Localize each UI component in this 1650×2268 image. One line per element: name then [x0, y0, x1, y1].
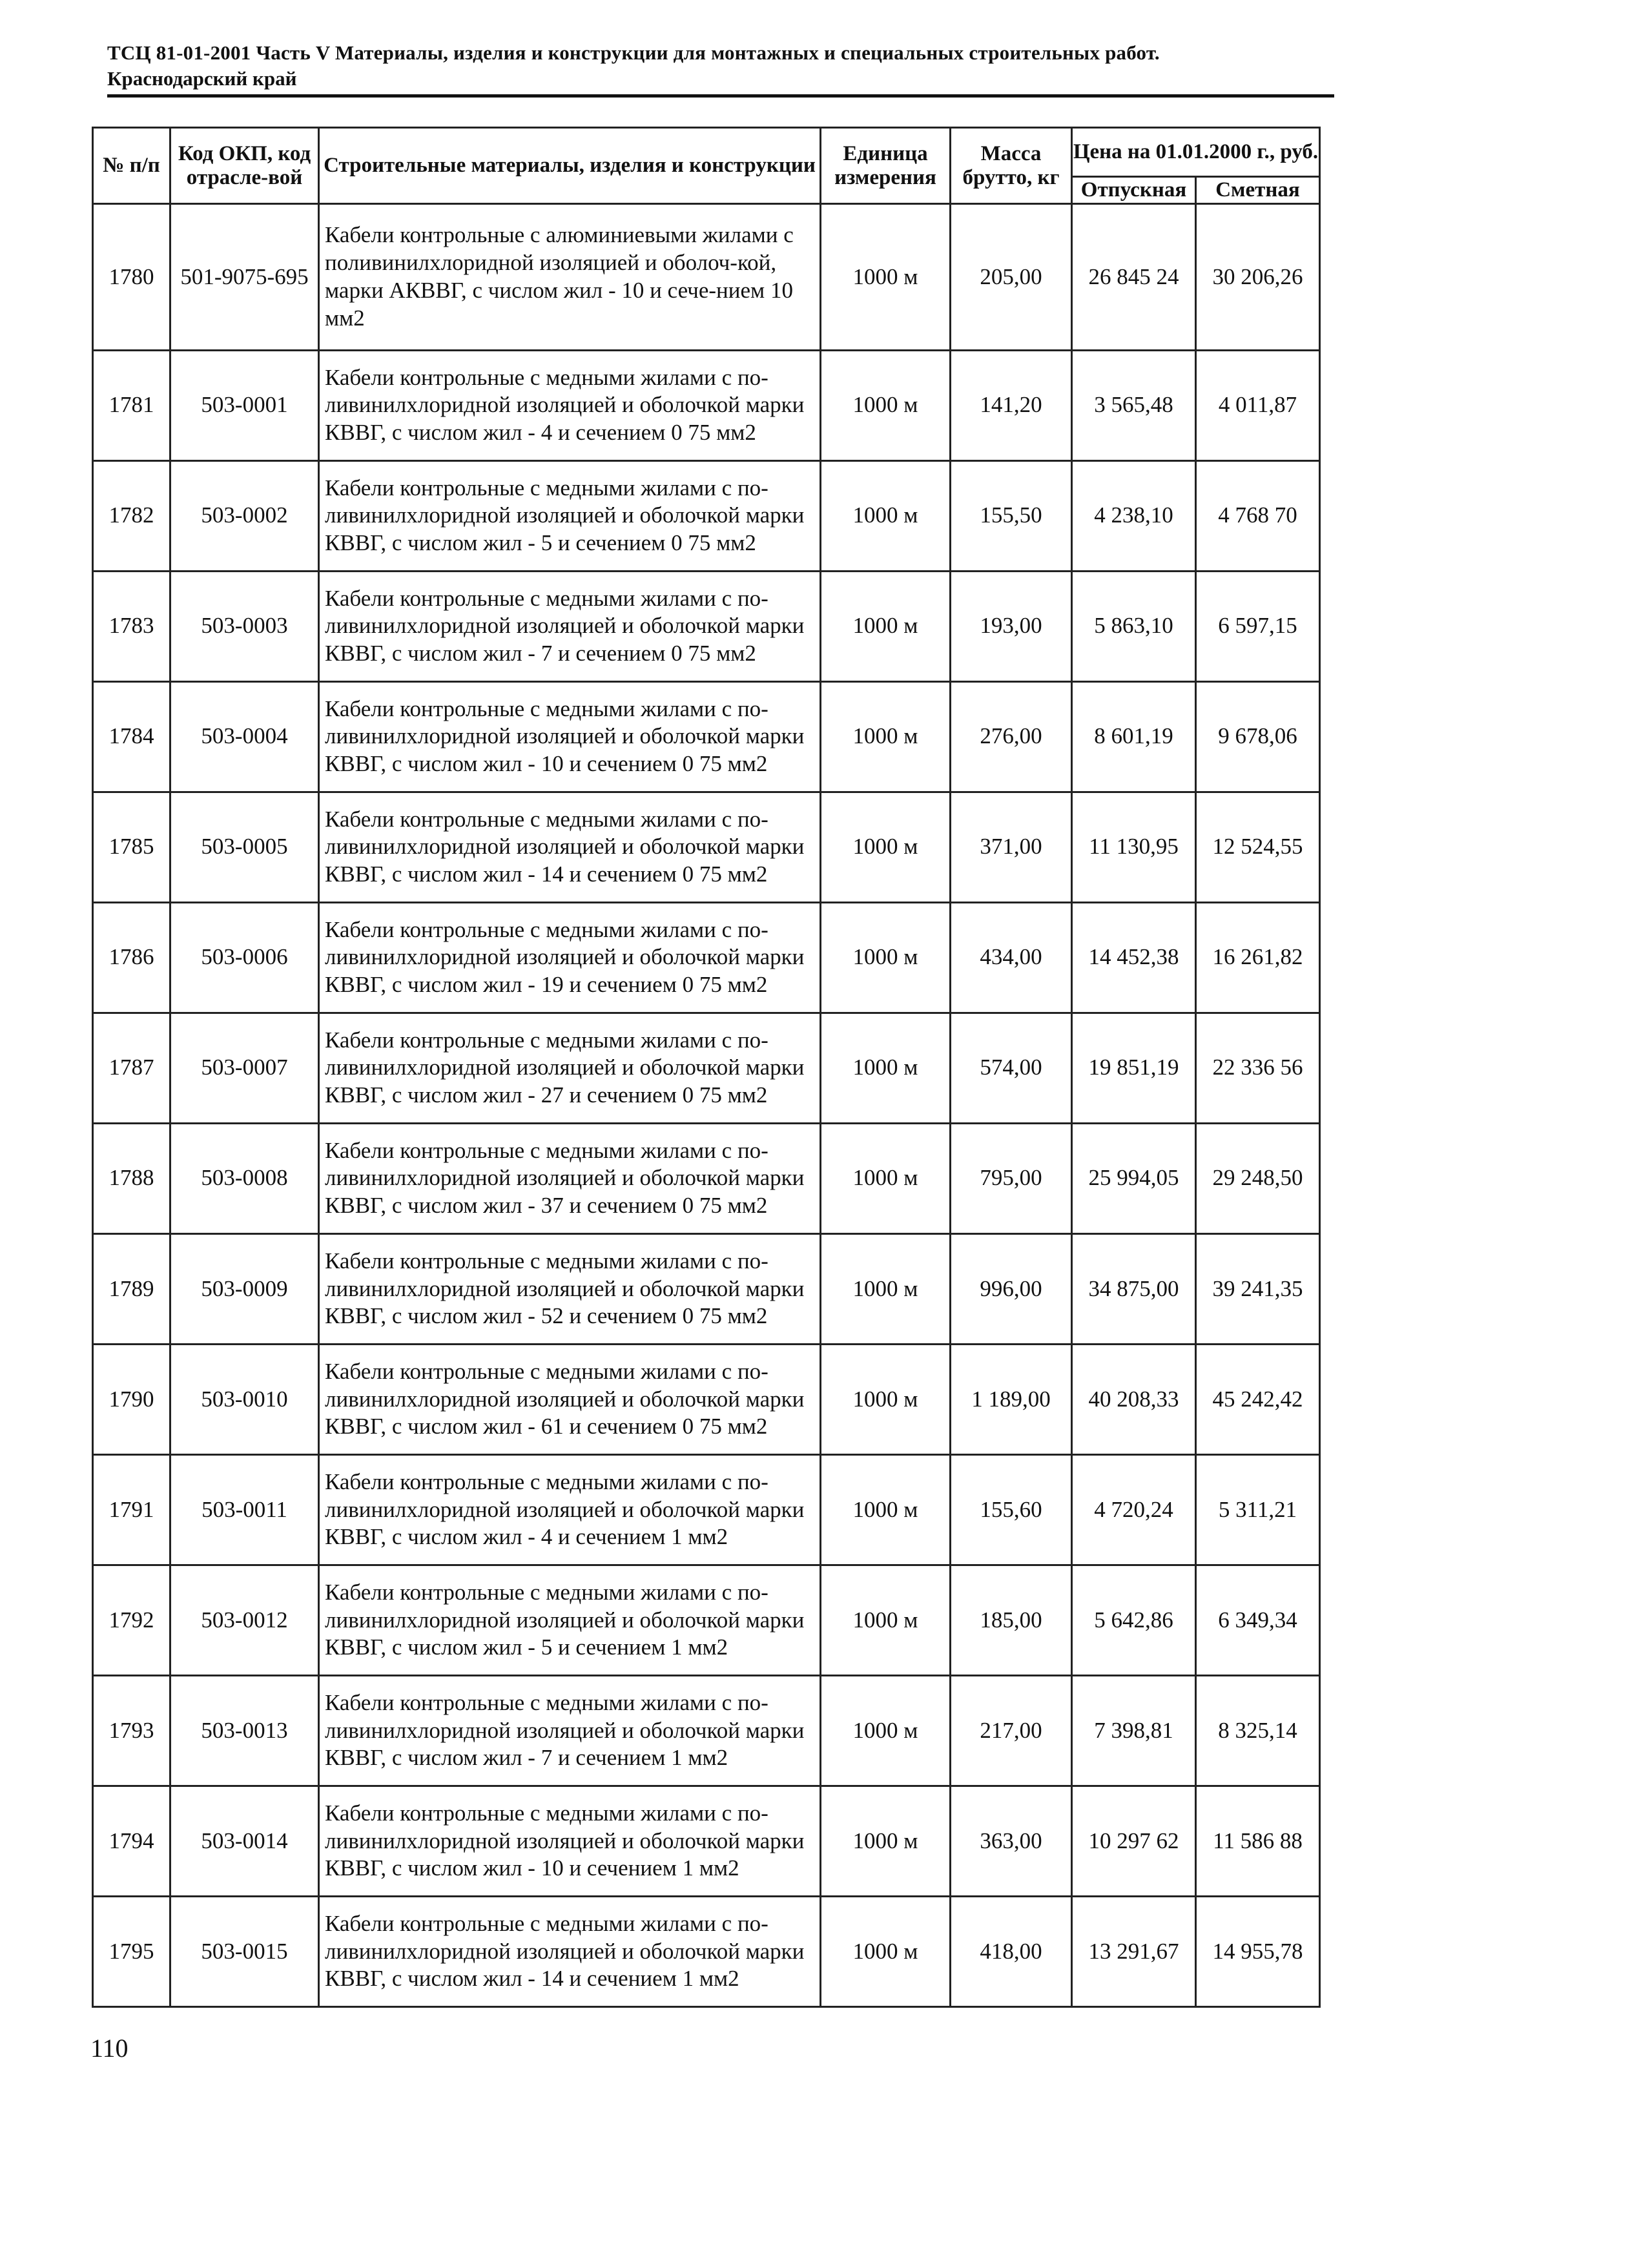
release-price-cell: 26 845 24 — [1072, 204, 1196, 351]
table-row — [93, 902, 1320, 1013]
okp-code-cell: 503-0004 — [170, 681, 319, 792]
mass-cell: 418,00 — [951, 1896, 1072, 2006]
estimate-price-cell: 5 311,21 — [1196, 1454, 1320, 1565]
unit-cell: 1000 м — [821, 1896, 951, 2006]
table-row — [93, 1344, 1320, 1454]
estimate-price-cell: 6 349,34 — [1196, 1565, 1320, 1675]
release-price-cell: 8 601,19 — [1072, 681, 1196, 792]
table-row — [93, 1123, 1320, 1233]
material-name-cell: Кабели контрольные с алюминиевыми жилами с поливинилхлоридной изоляцией и оболоч-кой, марки АКВВГ, с числом жил - 10 и сече-нием 10 мм2 — [319, 204, 821, 351]
unit-cell: 1000 м — [821, 1675, 951, 1786]
okp-code-cell: 503-0011 — [170, 1454, 319, 1565]
release-price-cell: 4 720,24 — [1072, 1454, 1196, 1565]
okp-code-cell: 503-0003 — [170, 571, 319, 681]
okp-code-cell: 503-0014 — [170, 1786, 319, 1896]
row-number-cell: 1793 — [93, 1675, 170, 1786]
unit-cell: 1000 м — [821, 902, 951, 1013]
row-number-cell: 1785 — [93, 792, 170, 902]
row-number-cell: 1783 — [93, 571, 170, 681]
okp-code-cell: 503-0015 — [170, 1896, 319, 2006]
col-header-price-release: Отпускная — [1072, 177, 1196, 204]
estimate-price-cell: 16 261,82 — [1196, 902, 1320, 1013]
mass-cell: 371,00 — [951, 792, 1072, 902]
material-name-cell: Кабели контрольные с медными жилами с по-ливинилхлоридной изоляцией и оболочкой марки КВВГ, с числом жил - 52 и сечением 0 75 мм2 — [319, 1233, 821, 1344]
material-name-cell: Кабели контрольные с медными жилами с по-ливинилхлоридной изоляцией и оболочкой марки КВВГ, с числом жил - 14 и сечением 0 75 мм2 — [319, 792, 821, 902]
col-header-name: Строительные материалы, изделия и конструкции — [319, 128, 821, 204]
region-title: Краснодарский край — [107, 67, 297, 90]
release-price-cell: 25 994,05 — [1072, 1123, 1196, 1233]
table-row — [93, 1233, 1320, 1344]
col-header-mass: Масса брутто, кг — [951, 128, 1072, 204]
estimate-price-cell: 30 206,26 — [1196, 204, 1320, 351]
estimate-price-cell: 9 678,06 — [1196, 681, 1320, 792]
table-row — [93, 1454, 1320, 1565]
estimate-price-cell: 4 011,87 — [1196, 350, 1320, 460]
release-price-cell: 7 398,81 — [1072, 1675, 1196, 1786]
page-number: 110 — [90, 2034, 129, 2063]
col-header-price: Цена на 01.01.2000 г., руб. — [1072, 128, 1320, 177]
okp-code-cell: 503-0006 — [170, 902, 319, 1013]
row-number-cell: 1786 — [93, 902, 170, 1013]
row-number-cell: 1788 — [93, 1123, 170, 1233]
unit-cell: 1000 м — [821, 792, 951, 902]
release-price-cell: 14 452,38 — [1072, 902, 1196, 1013]
mass-cell: 205,00 — [951, 204, 1072, 351]
okp-code-cell: 503-0001 — [170, 350, 319, 460]
estimate-price-cell: 45 242,42 — [1196, 1344, 1320, 1454]
release-price-cell: 19 851,19 — [1072, 1013, 1196, 1123]
header-divider — [107, 94, 1334, 98]
mass-cell: 574,00 — [951, 1013, 1072, 1123]
okp-code-cell: 501-9075-695 — [170, 204, 319, 351]
materials-price-table — [92, 127, 1321, 2008]
col-header-code: Код ОКП, код отрасле-вой — [170, 128, 319, 204]
material-name-cell: Кабели контрольные с медными жилами с по-ливинилхлоридной изоляцией и оболочкой марки КВВГ, с числом жил - 19 и сечением 0 75 мм2 — [319, 902, 821, 1013]
unit-cell: 1000 м — [821, 1565, 951, 1675]
release-price-cell: 10 297 62 — [1072, 1786, 1196, 1896]
estimate-price-cell: 6 597,15 — [1196, 571, 1320, 681]
material-name-cell: Кабели контрольные с медными жилами с по-ливинилхлоридной изоляцией и оболочкой марки КВВГ, с числом жил - 5 и сечением 1 мм2 — [319, 1565, 821, 1675]
row-number-cell: 1784 — [93, 681, 170, 792]
unit-cell: 1000 м — [821, 1786, 951, 1896]
okp-code-cell: 503-0013 — [170, 1675, 319, 1786]
table-row — [93, 460, 1320, 571]
row-number-cell: 1781 — [93, 350, 170, 460]
row-number-cell: 1787 — [93, 1013, 170, 1123]
release-price-cell: 34 875,00 — [1072, 1233, 1196, 1344]
okp-code-cell: 503-0002 — [170, 460, 319, 571]
page-header — [107, 41, 1334, 90]
release-price-cell: 3 565,48 — [1072, 350, 1196, 460]
okp-code-cell: 503-0005 — [170, 792, 319, 902]
table-row — [93, 1786, 1320, 1896]
estimate-price-cell: 4 768 70 — [1196, 460, 1320, 571]
row-number-cell: 1791 — [93, 1454, 170, 1565]
table-body — [93, 204, 1320, 2007]
col-header-price-estimate: Сметная — [1196, 177, 1320, 204]
material-name-cell: Кабели контрольные с медными жилами с по-ливинилхлоридной изоляцией и оболочкой марки КВВГ, с числом жил - 27 и сечением 0 75 мм2 — [319, 1013, 821, 1123]
material-name-cell: Кабели контрольные с медными жилами с по-ливинилхлоридной изоляцией и оболочкой марки КВВГ, с числом жил - 5 и сечением 0 75 мм2 — [319, 460, 821, 571]
material-name-cell: Кабели контрольные с медными жилами с по-ливинилхлоридной изоляцией и оболочкой марки КВВГ, с числом жил - 10 и сечением 1 мм2 — [319, 1786, 821, 1896]
mass-cell: 363,00 — [951, 1786, 1072, 1896]
release-price-cell: 4 238,10 — [1072, 460, 1196, 571]
col-header-unit: Единица измерения — [821, 128, 951, 204]
material-name-cell: Кабели контрольные с медными жилами с по-ливинилхлоридной изоляцией и оболочкой марки КВВГ, с числом жил - 10 и сечением 0 75 мм2 — [319, 681, 821, 792]
unit-cell: 1000 м — [821, 1454, 951, 1565]
unit-cell: 1000 м — [821, 1344, 951, 1454]
mass-cell: 276,00 — [951, 681, 1072, 792]
col-header-num: № п/п — [93, 128, 170, 204]
mass-cell: 141,20 — [951, 350, 1072, 460]
okp-code-cell: 503-0007 — [170, 1013, 319, 1123]
unit-cell: 1000 м — [821, 1233, 951, 1344]
unit-cell: 1000 м — [821, 460, 951, 571]
unit-cell: 1000 м — [821, 1013, 951, 1123]
okp-code-cell: 503-0009 — [170, 1233, 319, 1344]
estimate-price-cell: 8 325,14 — [1196, 1675, 1320, 1786]
release-price-cell: 5 642,86 — [1072, 1565, 1196, 1675]
mass-cell: 155,60 — [951, 1454, 1072, 1565]
mass-cell: 217,00 — [951, 1675, 1072, 1786]
row-number-cell: 1782 — [93, 460, 170, 571]
unit-cell: 1000 м — [821, 681, 951, 792]
table-row — [93, 1565, 1320, 1675]
estimate-price-cell: 39 241,35 — [1196, 1233, 1320, 1344]
material-name-cell: Кабели контрольные с медными жилами с по-ливинилхлоридной изоляцией и оболочкой марки КВВГ, с числом жил - 61 и сечением 0 75 мм2 — [319, 1344, 821, 1454]
release-price-cell: 5 863,10 — [1072, 571, 1196, 681]
mass-cell: 1 189,00 — [951, 1344, 1072, 1454]
mass-cell: 434,00 — [951, 902, 1072, 1013]
estimate-price-cell: 11 586 88 — [1196, 1786, 1320, 1896]
table-row — [93, 792, 1320, 902]
estimate-price-cell: 14 955,78 — [1196, 1896, 1320, 2006]
row-number-cell: 1792 — [93, 1565, 170, 1675]
material-name-cell: Кабели контрольные с медными жилами с по-ливинилхлоридной изоляцией и оболочкой марки КВВГ, с числом жил - 14 и сечением 1 мм2 — [319, 1896, 821, 2006]
table-row — [93, 571, 1320, 681]
material-name-cell: Кабели контрольные с медными жилами с по-ливинилхлоридной изоляцией и оболочкой марки КВВГ, с числом жил - 7 и сечением 1 мм2 — [319, 1675, 821, 1786]
unit-cell: 1000 м — [821, 571, 951, 681]
row-number-cell: 1790 — [93, 1344, 170, 1454]
okp-code-cell: 503-0010 — [170, 1344, 319, 1454]
material-name-cell: Кабели контрольные с медными жилами с по-ливинилхлоридной изоляцией и оболочкой марки КВВГ, с числом жил - 4 и сечением 1 мм2 — [319, 1454, 821, 1565]
okp-code-cell: 503-0008 — [170, 1123, 319, 1233]
estimate-price-cell: 12 524,55 — [1196, 792, 1320, 902]
release-price-cell: 13 291,67 — [1072, 1896, 1196, 2006]
mass-cell: 155,50 — [951, 460, 1072, 571]
unit-cell: 1000 м — [821, 350, 951, 460]
estimate-price-cell: 29 248,50 — [1196, 1123, 1320, 1233]
release-price-cell: 11 130,95 — [1072, 792, 1196, 902]
estimate-price-cell: 22 336 56 — [1196, 1013, 1320, 1123]
table-row — [93, 204, 1320, 351]
table-row — [93, 1013, 1320, 1123]
mass-cell: 185,00 — [951, 1565, 1072, 1675]
mass-cell: 996,00 — [951, 1233, 1072, 1344]
row-number-cell: 1795 — [93, 1896, 170, 2006]
mass-cell: 193,00 — [951, 571, 1072, 681]
unit-cell: 1000 м — [821, 1123, 951, 1233]
material-name-cell: Кабели контрольные с медными жилами с по-ливинилхлоридной изоляцией и оболочкой марки КВВГ, с числом жил - 37 и сечением 0 75 мм2 — [319, 1123, 821, 1233]
document-title: ТСЦ 81-01-2001 Часть V Материалы, изделия и конструкции для монтажных и специальных строительных работ. — [107, 41, 1160, 64]
row-number-cell: 1789 — [93, 1233, 170, 1344]
table-row — [93, 350, 1320, 460]
release-price-cell: 40 208,33 — [1072, 1344, 1196, 1454]
table-row — [93, 1675, 1320, 1786]
material-name-cell: Кабели контрольные с медными жилами с по-ливинилхлоридной изоляцией и оболочкой марки КВВГ, с числом жил - 4 и сечением 0 75 мм2 — [319, 350, 821, 460]
row-number-cell: 1794 — [93, 1786, 170, 1896]
row-number-cell: 1780 — [93, 204, 170, 351]
unit-cell: 1000 м — [821, 204, 951, 351]
table-row — [93, 1896, 1320, 2006]
material-name-cell: Кабели контрольные с медными жилами с по-ливинилхлоридной изоляцией и оболочкой марки КВВГ, с числом жил - 7 и сечением 0 75 мм2 — [319, 571, 821, 681]
mass-cell: 795,00 — [951, 1123, 1072, 1233]
okp-code-cell: 503-0012 — [170, 1565, 319, 1675]
table-row — [93, 681, 1320, 792]
